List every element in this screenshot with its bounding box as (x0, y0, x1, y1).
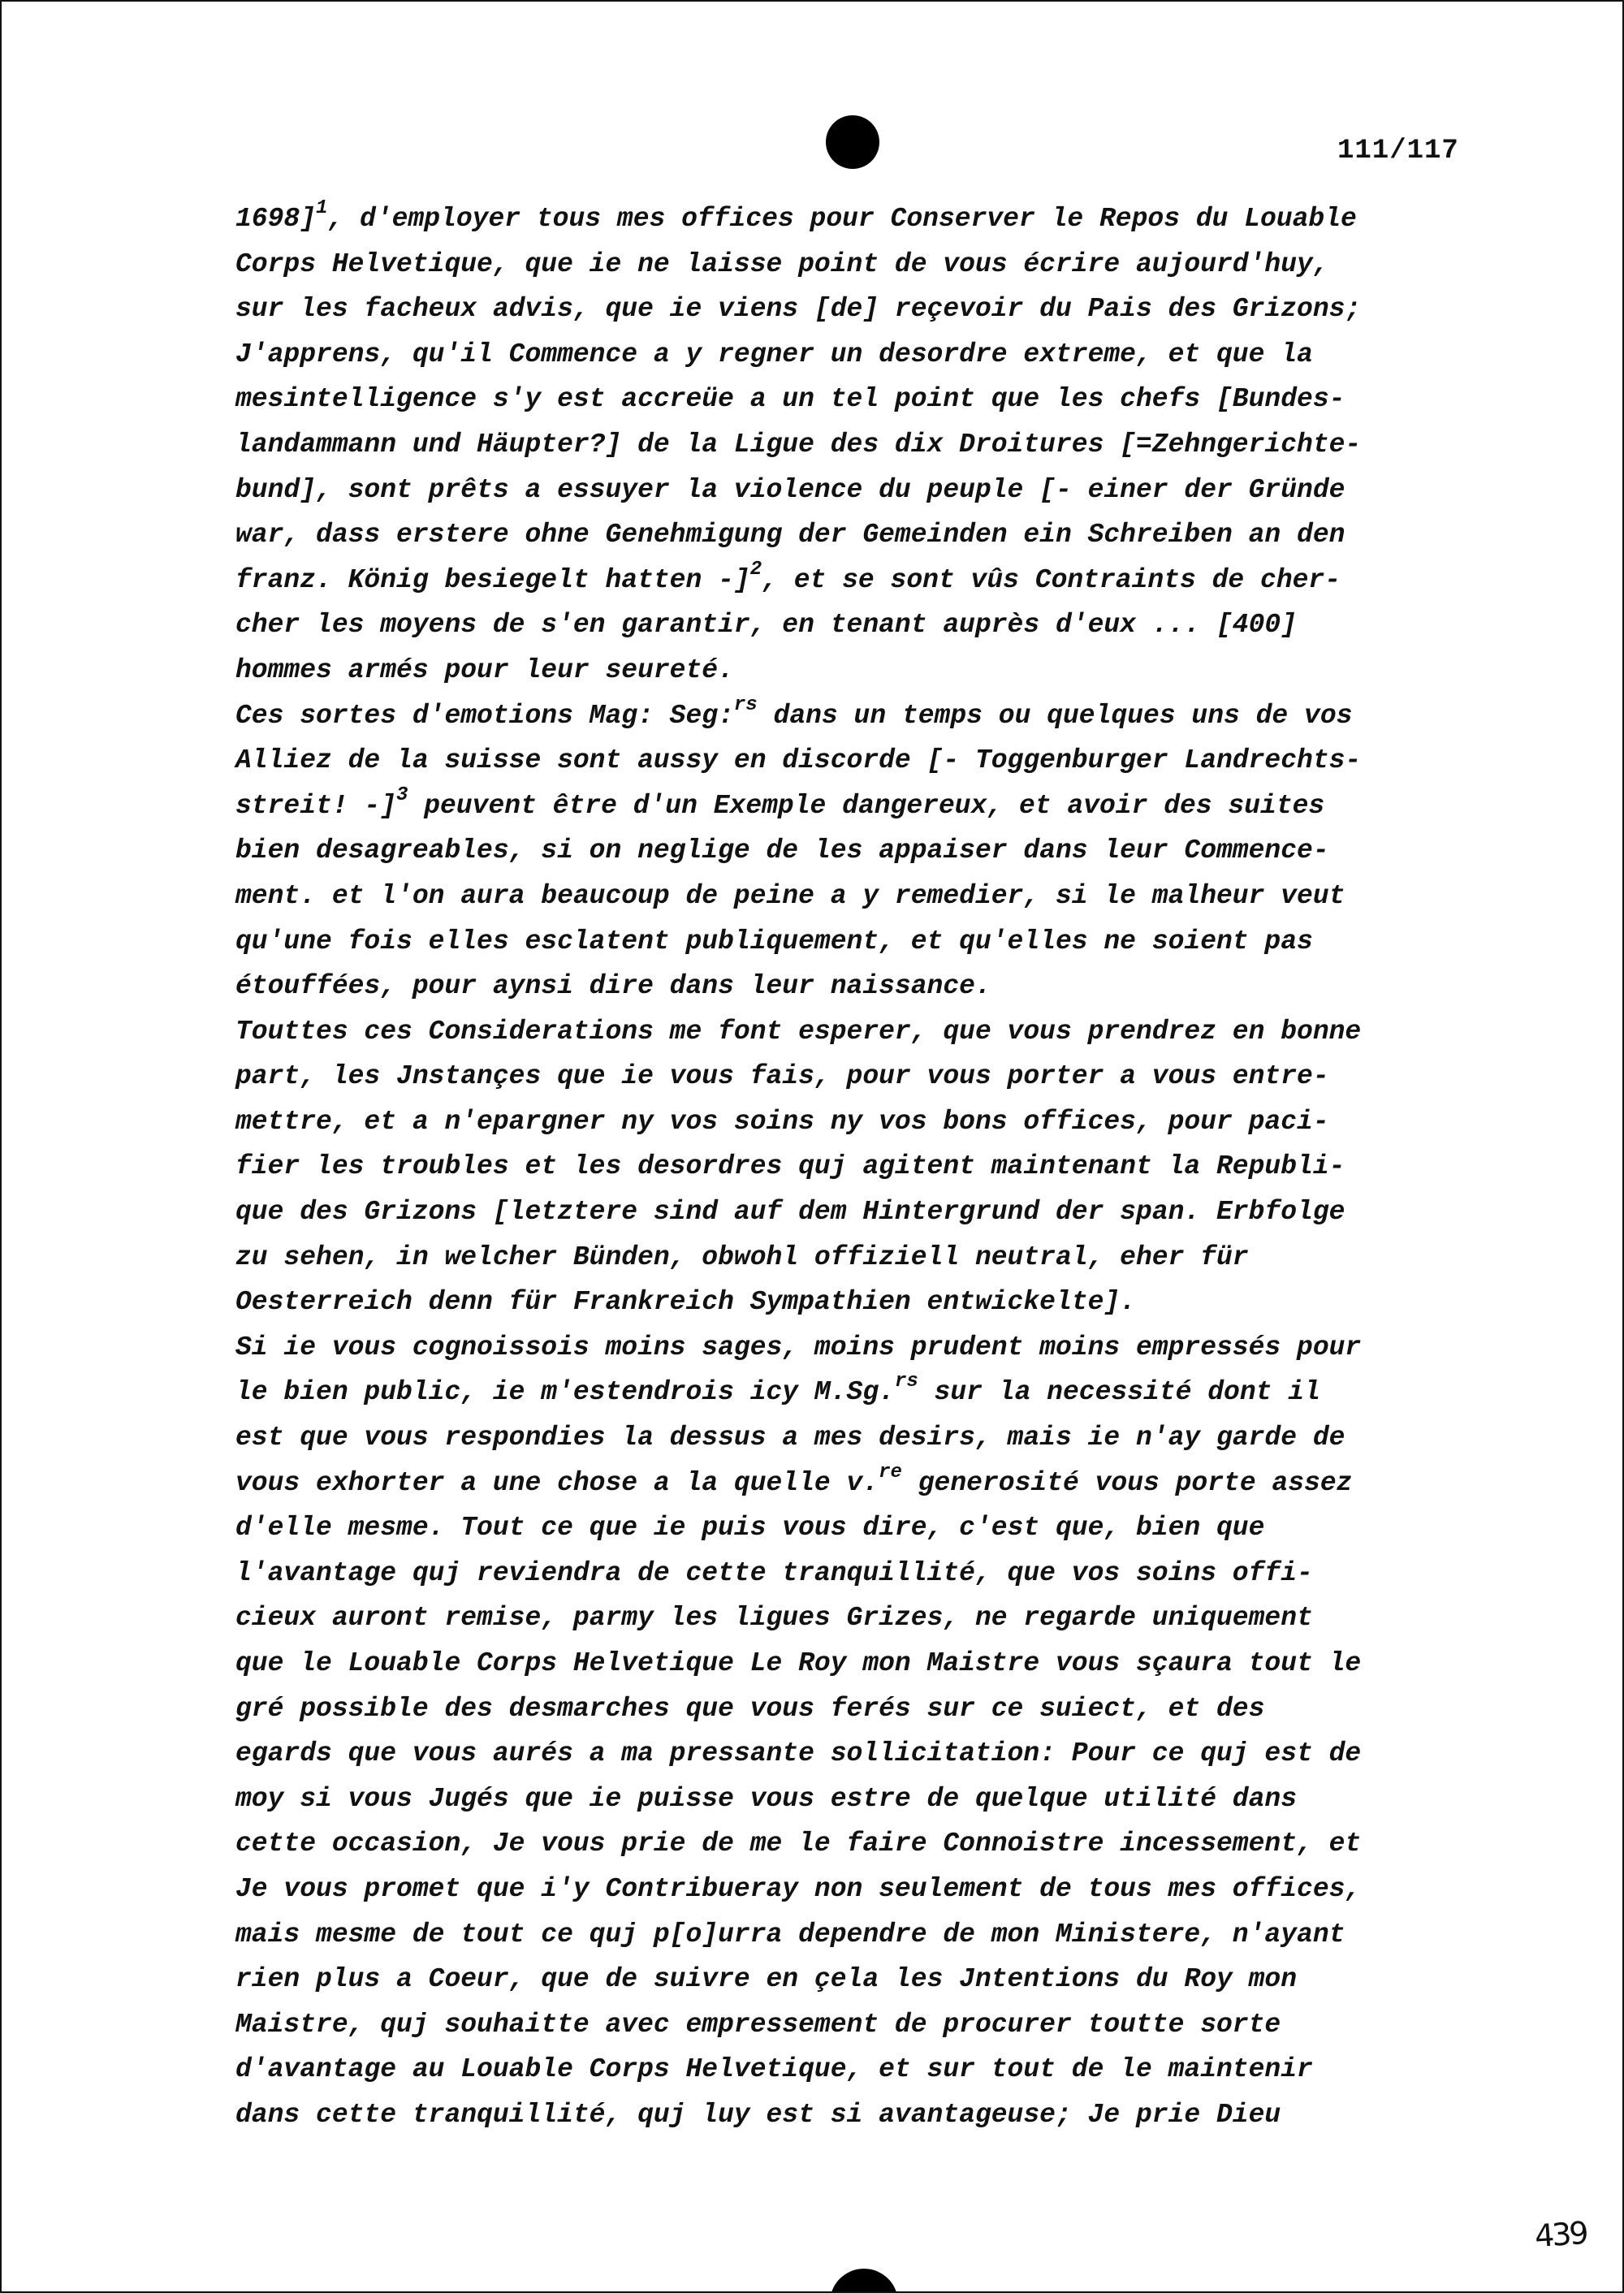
text-line (235, 648, 1486, 693)
text-line (235, 1099, 1486, 1145)
text-line (235, 1731, 1486, 1777)
text-run: qu'une fois elles esclatent publiquement, et qu'elles ne soient pas (235, 926, 1313, 956)
text-line (235, 422, 1486, 468)
text-run: Corps Helvetique, que ie ne laisse point de vous écrire aujourd'huy, (235, 248, 1329, 279)
text-line (235, 242, 1486, 287)
text-line (235, 784, 1486, 829)
text-run: que des Grizons [letztere sind auf dem Hintergrund der span. Erbfolge (235, 1197, 1345, 1228)
text-run: le bien public, ie m'estendrois icy M.Sg. (235, 1377, 895, 1408)
text-line (235, 1235, 1486, 1280)
text-run: , et se sont vûs Contraints de cher- (762, 564, 1341, 595)
text-line (235, 1821, 1486, 1867)
text-run: cette occasion, Je vous prie de me le faire Connoistre incessement, et (235, 1829, 1362, 1859)
text-run: 1698] (235, 204, 317, 234)
text-run: Touttes ces Considerations me font esperer, que vous prendrez en bonne (235, 1016, 1362, 1047)
text-line (235, 1596, 1486, 1641)
text-run: sur les facheux advis, que ie viens [de] reçevoir du Pais des Grizons; (235, 294, 1362, 325)
letter-body (235, 196, 1486, 2138)
text-line (235, 1777, 1486, 1822)
page-number: 111/117 (1337, 136, 1459, 166)
footnote-marker: 1 (316, 197, 328, 219)
text-run: rien plus a Coeur, que de suivre en çela les Jntentions du Roy mon (235, 1964, 1298, 1995)
text-run: , d'employer tous mes offices pour Conserver le Repos du Louable (327, 204, 1357, 234)
text-line (235, 377, 1486, 422)
footnote-marker: rs (894, 1371, 918, 1393)
text-run: étouffées, pour aynsi dire dans leur naissance. (235, 971, 991, 1002)
text-run: egards que vous aurés a ma pressante sollicitation: Pour ce quj est de (235, 1738, 1362, 1769)
text-line (235, 1280, 1486, 1325)
text-line (235, 1912, 1486, 1958)
text-line (235, 738, 1486, 784)
text-line (235, 196, 1486, 242)
text-line (235, 964, 1486, 1009)
text-line (235, 1867, 1486, 1912)
text-run: bien desagreables, si on neglige de les appaiser dans leur Commence- (235, 836, 1329, 866)
text-run: d'avantage au Louable Corps Helvetique, et sur tout de le maintenir (235, 2054, 1313, 2085)
text-run: d'elle mesme. Tout ce que ie puis vous dire, c'est que, bien que (235, 1513, 1265, 1544)
text-line (235, 512, 1486, 558)
text-line (235, 1505, 1486, 1551)
text-run: peuvent être d'un Exemple dangereux, et avoir des suites (408, 790, 1325, 821)
text-run: bund], sont prêts a essuyer la violence du peuple [- einer der Gründe (235, 474, 1345, 505)
text-run: mais mesme de tout ce quj p[o]urra dependre de mon Ministere, n'ayant (235, 1919, 1345, 1950)
handwritten-folio-number: 439 (1533, 2214, 1587, 2255)
footnote-marker: re (879, 1461, 902, 1483)
text-line (235, 1415, 1486, 1461)
footnote-marker: rs (733, 693, 758, 716)
text-line (235, 332, 1486, 378)
text-run: Si ie vous cognoissois moins sages, moins prudent moins empressés pour (235, 1332, 1362, 1362)
text-run: Ces sortes d'emotions Mag: Seg: (235, 700, 734, 731)
text-run: landammann und Häupter?] de la Ligue des dix Droitures [=Zehngerichte- (235, 429, 1362, 460)
text-run: part, les Jnstançes que ie vous fais, pour vous porter a vous entre- (235, 1061, 1329, 1092)
text-run: mettre, et a n'epargner ny vos soins ny vos bons offices, pour paci- (235, 1106, 1329, 1137)
text-run: Maistre, quj souhaitte avec empressement de procurer toutte sorte (235, 2009, 1281, 2040)
text-run: streit! -] (235, 790, 397, 821)
text-line (235, 828, 1486, 874)
text-run: hommes armés pour leur seureté. (235, 654, 734, 685)
text-line (235, 602, 1486, 648)
text-run: cieux auront remise, parmy les ligues Grizes, ne regarde uniquement (235, 1603, 1313, 1634)
text-line (235, 1461, 1486, 1506)
text-run: generosité vous porte assez (901, 1467, 1353, 1498)
text-line (235, 468, 1486, 513)
text-run: Oesterreich denn für Frankreich Sympathien entwickelte]. (235, 1287, 1136, 1318)
footnote-marker: 3 (396, 784, 408, 806)
text-run: moy si vous Jugés que ie puisse vous estre de quelque utilité dans (235, 1783, 1298, 1814)
text-line (235, 2002, 1486, 2048)
text-run: l'avantage quj reviendra de cette tranquillité, que vos soins offi- (235, 1557, 1313, 1588)
text-run: Alliez de la suisse sont aussy en discorde [- Toggenburger Landrechts- (235, 745, 1362, 776)
text-run: vous exhorter a une chose a la quelle v. (235, 1467, 879, 1498)
text-line (235, 1551, 1486, 1596)
text-line (235, 1686, 1486, 1732)
text-line (235, 2047, 1486, 2092)
text-line (235, 1144, 1486, 1190)
text-run: dans cette tranquillité, quj luy est si avantageuse; Je prie Dieu (235, 2099, 1281, 2130)
text-run: que le Louable Corps Helvetique Le Roy mon Maistre vous sçaura tout le (235, 1648, 1362, 1678)
text-run: Je vous promet que i'y Contribueray non seulement de tous mes offices, (235, 1873, 1362, 1904)
text-run: est que vous respondies la dessus a mes desirs, mais ie n'ay garde de (235, 1423, 1345, 1453)
text-line (235, 1957, 1486, 2002)
text-run: zu sehen, in welcher Bünden, obwohl offiziell neutral, eher für (235, 1242, 1249, 1272)
text-run: J'apprens, qu'il Commence a y regner un desordre extreme, et que la (235, 339, 1313, 369)
text-line (235, 1641, 1486, 1686)
text-run: dans un temps ou quelques uns de vos (757, 700, 1353, 731)
text-run: fier les troubles et les desordres quj agitent maintenant la Republi- (235, 1151, 1345, 1182)
text-run: franz. König besiegelt hatten -] (235, 564, 750, 595)
text-run: gré possible des desmarches que vous ferés sur ce suiect, et des (235, 1693, 1265, 1724)
text-line (235, 1190, 1486, 1235)
text-line (235, 1009, 1486, 1055)
text-run: cher les moyens de s'en garantir, en tenant auprès d'eux ... [400] (235, 610, 1298, 641)
text-line (235, 1370, 1486, 1415)
text-line (235, 558, 1486, 603)
text-line (235, 874, 1486, 919)
text-run: ment. et l'on aura beaucoup de peine a y remedier, si le malheur veut (235, 880, 1345, 911)
text-line (235, 1054, 1486, 1099)
text-line (235, 919, 1486, 965)
text-line (235, 693, 1486, 739)
text-line (235, 2092, 1486, 2138)
punch-hole-bottom (830, 2269, 898, 2293)
footnote-marker: 2 (749, 558, 762, 581)
text-line (235, 1325, 1486, 1371)
text-run: mesintelligence s'y est accreüe a un tel point que les chefs [Bundes- (235, 384, 1345, 415)
punch-hole-top (826, 115, 879, 169)
text-run: war, dass erstere ohne Genehmigung der Gemeinden ein Schreiben an den (235, 520, 1345, 551)
text-run: sur la necessité dont il (918, 1377, 1320, 1408)
text-line (235, 287, 1486, 332)
